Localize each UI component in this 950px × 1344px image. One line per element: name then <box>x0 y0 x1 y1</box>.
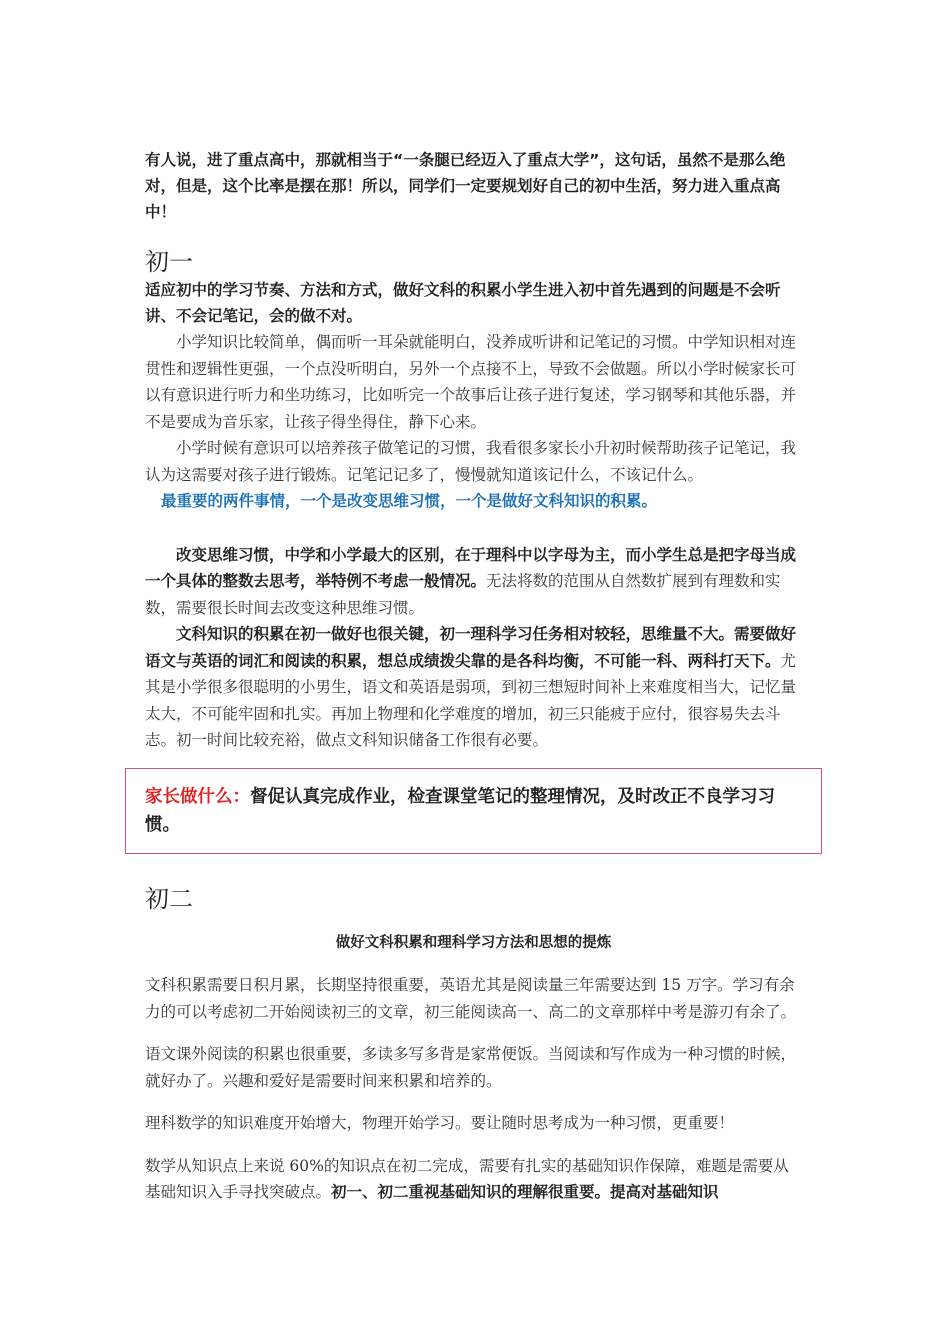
parent-callout-box <box>125 768 822 854</box>
grade1-paragraph-3-rest: 无法将数的范围从自然数扩展到有理数和实数，需要很长时间去改变这种思维习惯。 <box>145 572 781 617</box>
section-heading-grade2: 初二 <box>145 884 193 913</box>
grade2-subtitle: 做好文科积累和理科学习方法和思想的提炼 <box>335 934 612 951</box>
grade2-paragraph-4 <box>145 1153 802 1206</box>
grade2-paragraph-3: 理科数学的知识难度开始增大，物理开始学习。要让随时思考成为一种习惯，更重要！ <box>145 1114 735 1132</box>
grade1-paragraph-3 <box>145 542 802 622</box>
grade1-paragraph-2: 小学时候有意识可以培养孩子做笔记的习惯，我看很多家长小升初时候帮助孩子记笔记，我认为这需要对孩子进行锻炼。记笔记记多了，慢慢就知道该记什么，不该记什么。 <box>145 439 797 484</box>
grade1-lead: 适应初中的学习节奏、方法和方式，做好文科的积累小学生进入初中首先遇到的问题是不会听讲、不会记笔记，会的做不对。 <box>145 281 781 325</box>
parent-callout-label: 家长做什么： <box>145 786 250 807</box>
grade1-paragraph-4-rest: 尤其是小学很多很聪明的小男生，语文和英语是弱项，到初三想短时间补上来难度相当大，记忆量太大，不可能牢固和扎实。再加上物理和化学难度的增加，初三只能疲于应付，很容易失去斗志。初一时间比较充裕，做点文科知识储备工作很有必要。 <box>145 651 797 749</box>
grade1-highlight: 最重要的两件事情，一个是改变思维习惯，一个是做好文科知识的积累。 <box>161 492 658 510</box>
grade2-paragraph-4-normal: 数学从知识点上来说 60%的知识点在初二完成，需要有扎实的基础知识作保障，难题是需要从基础知识入手寻找突破点。 <box>145 1156 789 1201</box>
grade2-paragraph-1: 文科积累需要日积月累，长期坚持很重要，英语尤其是阅读量三年需要达到 15 万字。学习有余力的可以考虑初二开始阅读初三的文章，初三能阅读高一、高二的文章那样中考是游刃有余了。 <box>145 976 797 1021</box>
grade1-paragraph-3-bold: 改变思维习惯，中学和小学最大的区别，在于理科中以字母为主，而小学生总是把字母当成一个具体的整数去思考，举特例不考虑一般情况。 <box>145 544 797 590</box>
spacer <box>145 515 802 542</box>
section-heading-grade1: 初一 <box>145 248 193 276</box>
grade1-paragraph-1: 小学知识比较简单，偶而听一耳朵就能明白，没养成听讲和记笔记的习惯。中学知识相对连贯性和逻辑性更强，一个点没听明白，另外一个点接不上，导致不会做题。所以小学时候家长可以有意识进行听力和坐功练习，比如听完一个故事后让孩子进行复述，学习钢琴和其他乐器，并不是要成为音乐家，让孩子得坐得住，静下心来。 <box>145 333 797 431</box>
parent-callout-text: 督促认真完成作业，检查课堂笔记的整理情况，及时改正不良学习习惯。 <box>145 786 775 835</box>
grade2-paragraph-4-bold: 初一、初二重视基础知识的理解很重要。提高对基础知识 <box>331 1182 719 1201</box>
intro-paragraph: 有人说，进了重点高中，那就相当于“一条腿已经迈入了重点大学”，这句话，虽然不是那么绝对，但是，这个比率是摆在那！所以，同学们一定要规划好自己的初中生活，努力进入重点高中！ <box>145 151 786 221</box>
document-page <box>145 147 802 1206</box>
grade1-paragraph-4-bold: 文科知识的积累在初一做好也很关键，初一理科学习任务相对较轻，思维量不大。需要做好语文与英语的词汇和阅读的积累，想总成绩拨尖靠的是各科均衡，不可能一科、两科打天下。 <box>145 624 797 670</box>
grade2-paragraph-2: 语文课外阅读的积累也很重要，多读多写多背是家常便饭。当阅读和写作成为一种习惯的时候，就好办了。兴趣和爱好是需要时间来积累和培养的。 <box>145 1045 797 1090</box>
grade1-paragraph-4 <box>145 621 802 754</box>
